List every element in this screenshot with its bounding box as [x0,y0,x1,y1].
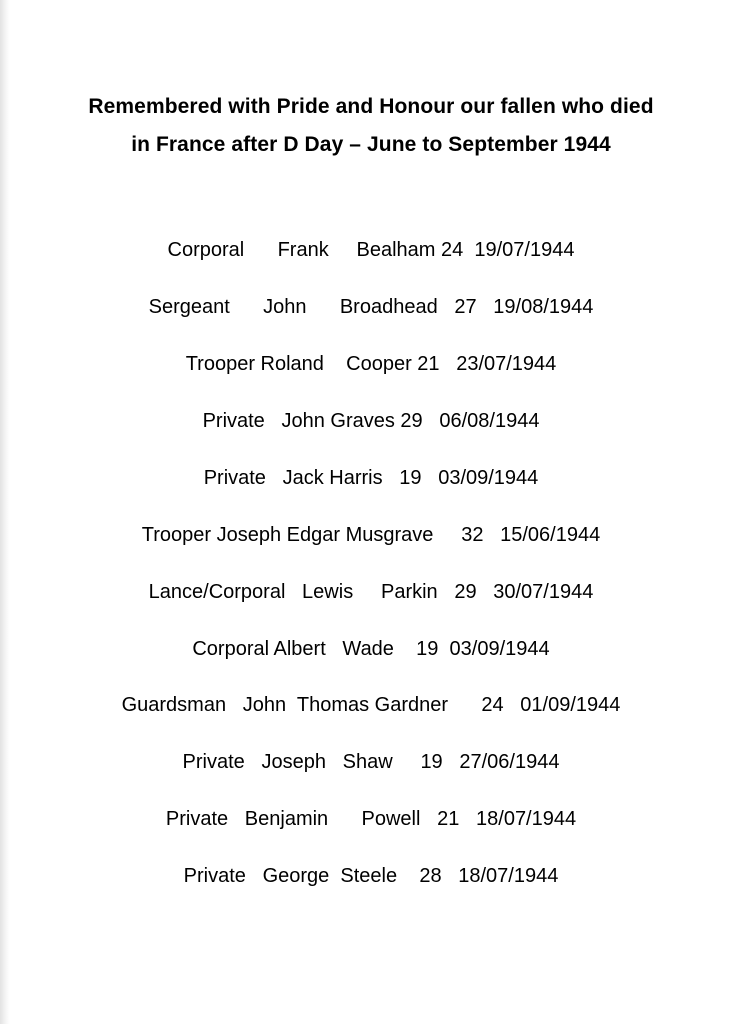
memorial-entry: Trooper Joseph Edgar Musgrave 32 15/06/1944 [141,524,601,546]
title-line-2: in France after D Day – June to September 1944 [131,133,611,156]
memorial-entry: Private Benjamin Powell 21 18/07/1944 [165,808,577,830]
memorial-entry: Private Joseph Shaw 19 27/06/1944 [182,751,560,773]
memorial-entry: Private Jack Harris 19 03/09/1944 [203,467,539,489]
memorial-entry: Lance/Corporal Lewis Parkin 29 30/07/1944 [148,581,594,603]
memorial-entry: Sergeant John Broadhead 27 19/08/1944 [148,296,594,318]
title-line-1: Remembered with Pride and Honour our fallen who died [88,95,654,118]
memorial-title [10,88,732,164]
memorial-entry: Corporal Albert Wade 19 03/09/1944 [192,638,550,660]
document-page [10,0,738,1024]
memorial-entry: Trooper Roland Cooper 21 23/07/1944 [185,353,557,375]
memorial-entry: Corporal Frank Bealham 24 19/07/1944 [167,239,575,261]
memorial-entry: Private George Steele 28 18/07/1944 [183,865,559,887]
memorial-entry: Private John Graves 29 06/08/1944 [202,410,540,432]
page-edge-shadow [0,0,10,1024]
memorial-entry: Guardsman John Thomas Gardner 24 01/09/1944 [121,694,621,716]
